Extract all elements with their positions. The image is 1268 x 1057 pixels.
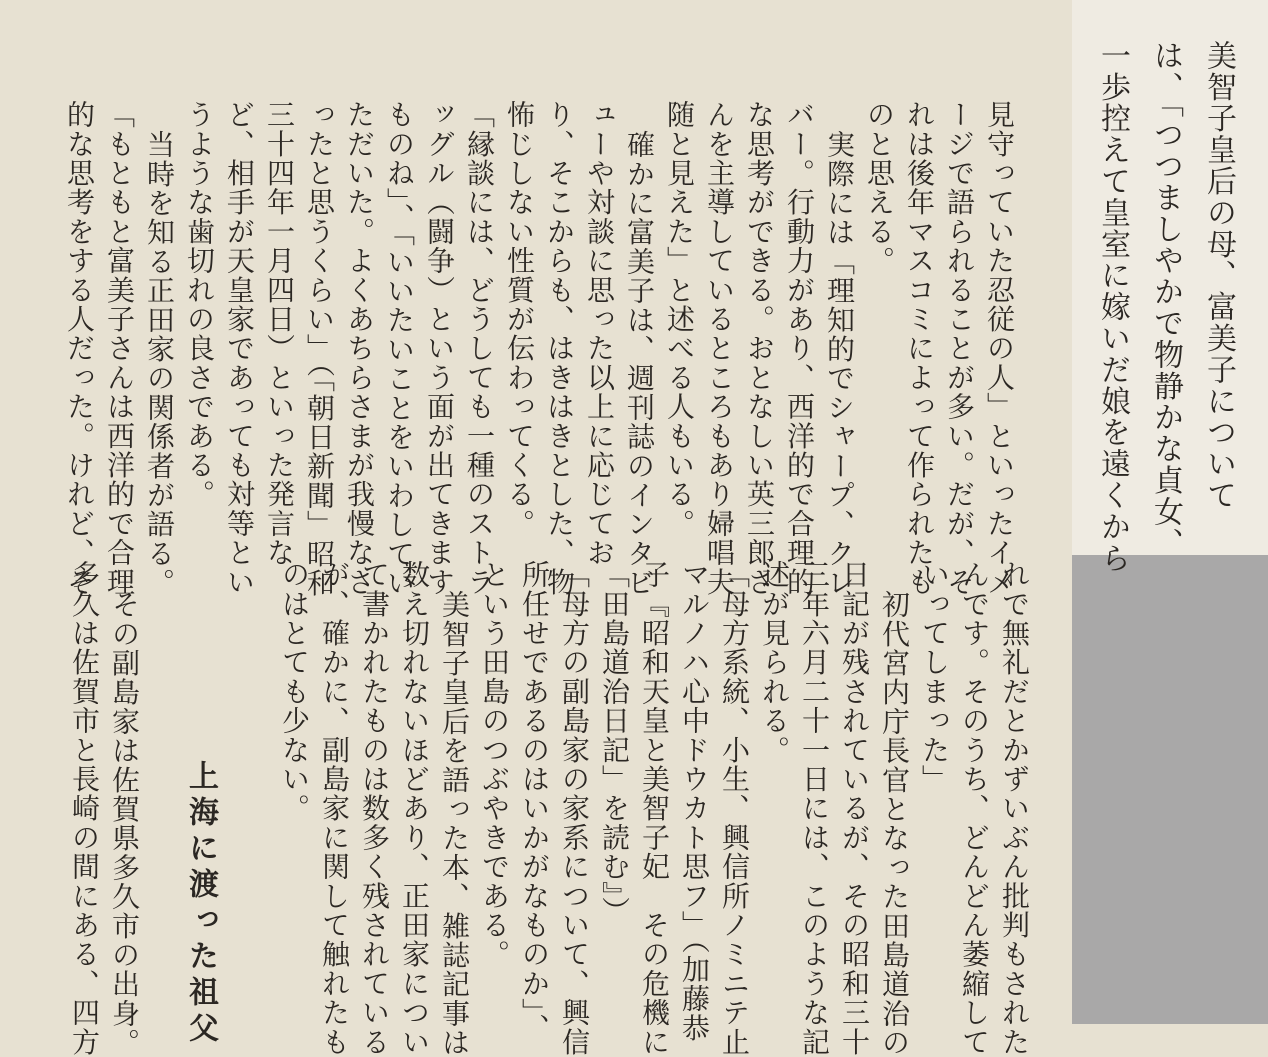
body-line: ッグル（闘争）という面が出てきます: [423, 100, 456, 597]
body-line: 見守っていた忍従の人」といったイメ: [983, 100, 1016, 597]
section-heading: 上海に渡った祖父: [183, 760, 218, 1048]
body-line: うような歯切れの良さである。: [183, 100, 216, 509]
body-line: 随と見えた」と述べる人もいる。: [663, 100, 696, 538]
body-line: ものね」、「いいたいことをいわしてい: [383, 100, 416, 598]
body-line: いってしまった」: [918, 560, 951, 794]
body-line: 美智子皇后を語った本、雑誌記事は: [438, 590, 471, 1057]
body-line: 「母方の副島家の家系について、興信: [558, 560, 591, 1057]
body-line: 三十四年一月四日）といった発言な: [263, 100, 296, 568]
body-line: 所任せであるのはいかがなものか」、: [518, 560, 551, 1043]
sidebar-line: は、「つつましやかで物静かな貞女、: [1148, 40, 1183, 559]
body-line: り、そこからも、はきはきとした、物: [543, 100, 576, 597]
body-line: 子『昭和天皇と美智子妃 その危機に: [638, 560, 671, 1057]
body-line: バー。行動力があり、西洋的で合理的: [783, 100, 816, 597]
body-line: という田島のつぶやきである。: [478, 560, 511, 969]
body-line: のと思える。: [863, 100, 896, 276]
body-line: て書かれたものは数多く残されている: [358, 560, 391, 1057]
body-line: ただいた。よくあちらさまが我慢なさ: [343, 100, 376, 597]
body-line: が、確かに、副島家に関して触れたも: [318, 560, 351, 1057]
body-line: 初代宮内庁長官となった田島道治の: [878, 590, 911, 1057]
body-line: ューや対談に思った以上に応じてお: [583, 100, 616, 568]
sidebar-line: 美智子皇后の母、富美子について: [1201, 40, 1236, 511]
body-line: マルノハ心中ドウカト思フ」（加藤恭: [678, 560, 711, 1043]
body-line: 日記が残されているが、その昭和三十: [838, 560, 871, 1057]
body-line: んを主導しているところもあり婦唱夫: [703, 100, 736, 597]
body-line: な思考ができる。おとなしい英三郎さ: [743, 100, 776, 597]
body-line: 三年六月二十一日には、このような記: [798, 560, 831, 1057]
body-line: 数え切れないほどあり、正田家につい: [398, 560, 431, 1057]
body-line: 的な思考をする人だった。けれど、そ: [63, 100, 96, 597]
body-line: 確かに富美子は、週刊誌のインタビ: [623, 130, 656, 598]
body-line: ど、相手が天皇家であっても対等とい: [223, 100, 256, 597]
body-line: んです。そのうち、どんどん萎縮して: [958, 560, 991, 1057]
body-line: 「母方系統、小生、興信所ノミニテ止: [718, 560, 751, 1057]
body-line: 「もともと富美子さんは西洋的で合理: [103, 100, 136, 597]
body-line: 「縁談には、どうしても一種のストラ: [463, 100, 496, 597]
body-line: 怖じしない性質が伝わってくる。: [503, 100, 536, 538]
body-line: その副島家は佐賀県多久市の出身。: [108, 590, 141, 1057]
body-line: 実際には「理知的でシャープ、クレ: [823, 130, 856, 598]
body-line: 述が見られる。: [758, 560, 791, 765]
body-line: ージで語られることが多い。だが、そ: [943, 100, 976, 597]
body-line: ったと思うくらい」（「朝日新聞」昭和: [303, 100, 336, 598]
body-line: のはとても少ない。: [278, 560, 311, 823]
sidebar-line: 一歩控えて皇室に嫁いだ娘を遠くから: [1095, 40, 1130, 574]
gray-image-placeholder: [1072, 555, 1268, 1024]
body-line: れは後年マスコミによって作られたも: [903, 100, 936, 597]
body-line: 「田島道治日記」を読む』）: [598, 560, 631, 926]
body-line: 当時を知る正田家の関係者が語る。: [143, 130, 176, 598]
body-line: れで無礼だとかずいぶん批判もされた: [998, 560, 1031, 1057]
body-line: 多久は佐賀市と長崎の間にある、四方: [68, 560, 101, 1057]
